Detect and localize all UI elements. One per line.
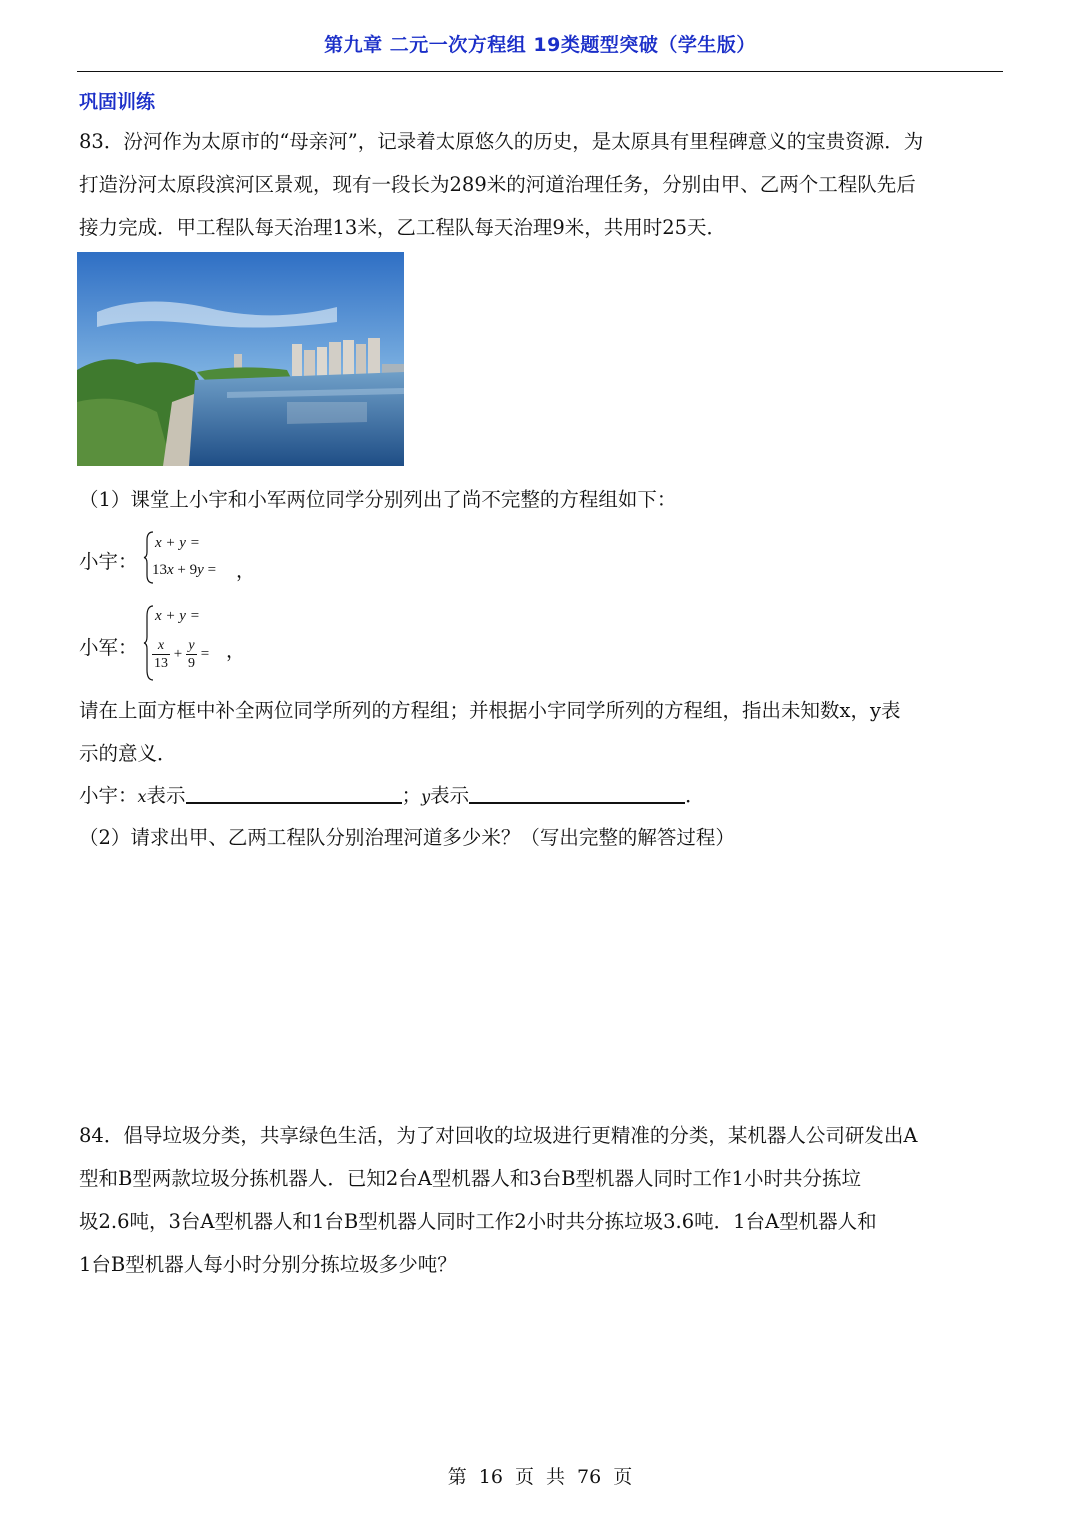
xiaojun-eq1-text: x + y = (155, 608, 200, 624)
frac2-den: 9 (187, 656, 195, 671)
fill-y-var: y (421, 787, 431, 806)
q84-line-1: 84．倡导垃圾分类，共享绿色生活，为了对回收的垃圾进行更精准的分类，某机器人公司研发出A (79, 1124, 918, 1147)
frac1-den: 13 (154, 656, 168, 671)
answer-blank-y[interactable] (469, 782, 685, 804)
fill-x-label: 表示 (146, 784, 186, 807)
xiaojun-plus: + (173, 645, 183, 662)
frac1-num-text: x (157, 638, 165, 653)
q83-instruction-line-1: 请在上面方框中补全两位同学所列的方程组；并根据小宇同学所列的方程组，指出未知数x，y表 (79, 699, 901, 722)
fill-x-var: x (137, 787, 147, 806)
xiaoyu-eq2-y: y (197, 562, 204, 578)
xiaoyu-eq2-equals: = (203, 562, 217, 578)
xiaojun-label: 小军： (79, 636, 138, 659)
xiaojun-equation-2 (152, 637, 209, 672)
q83-fill-in-row (79, 780, 705, 808)
xiaojun-equals: = (200, 645, 210, 662)
page-header-title: 第九章 二元一次方程组 19类题型突破（学生版） (324, 34, 756, 56)
q83-part-2: （2）请求出甲、乙两工程队分别治理河道多少米？（写出完整的解答过程） (79, 826, 735, 849)
xiaojun-equation-1 (155, 608, 200, 625)
frac2-num-text: y (188, 638, 195, 653)
header-divider (77, 71, 1003, 72)
fill-prefix: 小宇： (79, 784, 138, 807)
q83-instruction-line-2: 示的意义． (79, 742, 177, 765)
xiaoyu-comma: ， (236, 561, 256, 582)
fill-end: ． (685, 784, 705, 807)
frac1-num (152, 637, 170, 655)
xiaoyu-eq2-coef-x: 13 (152, 562, 167, 578)
q83-line-1: 83．汾河作为太原市的“母亲河”，记录着太原悠久的历史，是太原具有里程碑意义的宝贵资源．为 (79, 130, 924, 153)
river-photo (77, 252, 404, 466)
xiaoyu-eq2-coef-y: + 9 (173, 562, 198, 578)
xiaoyu-label: 小宇： (79, 550, 138, 573)
answer-blank-x[interactable] (186, 782, 402, 804)
q84-line-4: 1台B型机器人每小时分别分拣垃圾多少吨？ (79, 1253, 457, 1276)
q83-line-3: 接力完成．甲工程队每天治理13米，乙工程队每天治理9米，共用时25天． (79, 216, 727, 239)
xiaoyu-eq1-text: x + y = (155, 535, 200, 551)
q84-line-2: 型和B型两款垃圾分拣机器人．已知2台A型机器人和3台B型机器人同时工作1小时共分拣垃 (79, 1167, 861, 1190)
section-title: 巩固训练 (79, 91, 156, 113)
fraction-x-over-13 (152, 637, 170, 672)
q83-part-1: （1）课堂上小宇和小军两位同学分别列出了尚不完整的方程组如下： (79, 488, 677, 511)
q84-line-3: 圾2.6吨，3台A型机器人和1台B型机器人同时工作2小时共分拣垃圾3.6吨．1台A型机器人和 (79, 1210, 877, 1233)
page-number: 第 16 页 共 76 页 (447, 1466, 633, 1488)
xiaoyu-equation-1 (155, 535, 200, 552)
q83-line-2: 打造汾河太原段滨河区景观，现有一段长为289米的河道治理任务，分别由甲、乙两个工程队先后 (79, 173, 916, 196)
fill-y-label: 表示 (430, 784, 470, 807)
fraction-y-over-9 (186, 637, 197, 672)
frac2-num (186, 637, 197, 655)
xiaoyu-equation-2 (152, 562, 216, 579)
xiaojun-comma: ， (226, 641, 246, 662)
xiaoyu-eq2-x: x (167, 562, 174, 578)
fill-separator: ； (401, 784, 422, 807)
